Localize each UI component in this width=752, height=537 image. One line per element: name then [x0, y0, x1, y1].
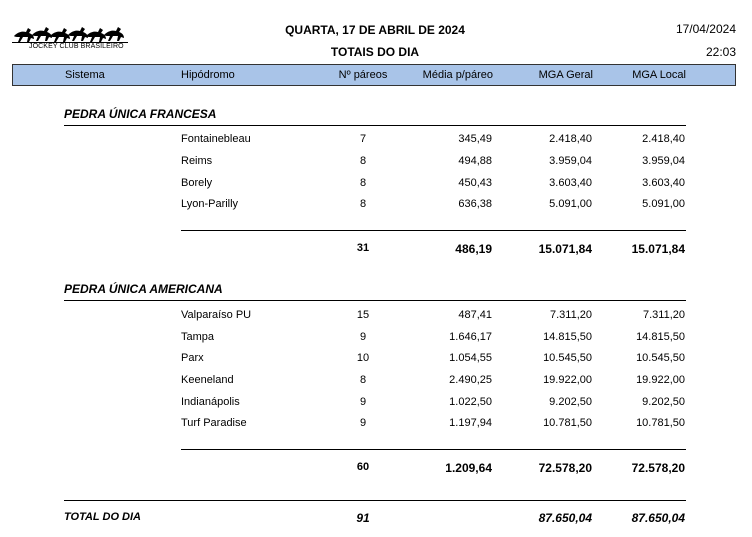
mga-local-cell: 10.545,50 [636, 352, 685, 364]
hipodromo-cell: Reims [181, 155, 213, 167]
hipodromo-cell: Lyon-Parilly [181, 198, 239, 210]
total-divider [64, 500, 686, 501]
subtotal-pareos: 60 [356, 461, 370, 473]
hipodromo-cell: Fontainebleau [181, 133, 251, 145]
hipodromo-cell: Parx [181, 352, 204, 364]
hipodromo-cell: Turf Paradise [181, 417, 247, 429]
mga-local-cell: 2.418,40 [642, 133, 685, 145]
subtotal-pareos: 31 [356, 242, 370, 254]
total-label: TOTAL DO DIA [64, 511, 141, 523]
col-mga-geral: MGA Geral [538, 69, 593, 81]
mga-local-cell: 19.922,00 [636, 374, 685, 386]
total-pareos: 91 [356, 511, 370, 525]
col-mga-local: MGA Local [632, 69, 686, 81]
brand-name: JOCKEY CLUB BRASILEIRO [29, 43, 124, 50]
subtotal-mga-local: 72.578,20 [631, 461, 685, 475]
media-cell: 494,88 [458, 155, 492, 167]
media-cell: 636,38 [458, 198, 492, 210]
media-cell: 345,49 [458, 133, 492, 145]
pareos-cell: 8 [359, 177, 367, 189]
section-divider [64, 125, 686, 126]
pareos-cell: 9 [359, 331, 367, 343]
hipodromo-cell: Tampa [181, 331, 215, 343]
subtotal-mga-geral: 72.578,20 [538, 461, 592, 475]
hipodromo-cell: Borely [181, 177, 213, 189]
mga-geral-cell: 14.815,50 [543, 331, 592, 343]
mga-local-cell: 7.311,20 [642, 309, 685, 321]
subtotal-divider [181, 230, 686, 231]
subtotal-divider [181, 449, 686, 450]
col-pareos: Nº páreos [338, 69, 388, 81]
mga-geral-cell: 5.091,00 [549, 198, 592, 210]
pareos-cell: 15 [356, 309, 370, 321]
media-cell: 2.490,25 [449, 374, 492, 386]
pareos-cell: 9 [359, 396, 367, 408]
subtotal-mga-geral: 15.071,84 [538, 242, 592, 256]
mga-geral-cell: 3.603,40 [549, 177, 592, 189]
subtotal-mga-local: 15.071,84 [631, 242, 685, 256]
jockey-club-logo [12, 22, 130, 56]
section-title: PEDRA ÚNICA AMERICANA [64, 282, 223, 296]
subtotal-media: 1.209,64 [445, 461, 492, 475]
hipodromo-cell: Indianápolis [181, 396, 240, 408]
mga-local-cell: 9.202,50 [642, 396, 685, 408]
mga-local-cell: 3.959,04 [642, 155, 685, 167]
col-hipodromo: Hipódromo [181, 69, 235, 81]
mga-geral-cell: 9.202,50 [549, 396, 592, 408]
report-date: 17/04/2024 [675, 22, 736, 36]
report-title: QUARTA, 17 DE ABRIL DE 2024 [285, 23, 465, 37]
hipodromo-cell: Keeneland [181, 374, 234, 386]
pareos-cell: 10 [356, 352, 370, 364]
col-sistema: Sistema [65, 69, 105, 81]
subtotal-media: 486,19 [455, 242, 492, 256]
section-title: PEDRA ÚNICA FRANCESA [64, 107, 217, 121]
media-cell: 1.054,55 [449, 352, 492, 364]
section-divider [64, 300, 686, 301]
mga-local-cell: 3.603,40 [642, 177, 685, 189]
mga-geral-cell: 7.311,20 [549, 309, 592, 321]
report-subtitle: TOTAIS DO DIA [330, 45, 420, 59]
media-cell: 450,43 [458, 177, 492, 189]
pareos-cell: 8 [359, 155, 367, 167]
pareos-cell: 8 [359, 198, 367, 210]
mga-geral-cell: 3.959,04 [549, 155, 592, 167]
hipodromo-cell: Valparaíso PU [181, 309, 252, 321]
total-mga-geral: 87.650,04 [538, 511, 592, 525]
pareos-cell: 8 [359, 374, 367, 386]
mga-geral-cell: 10.781,50 [543, 417, 592, 429]
media-cell: 1.022,50 [449, 396, 492, 408]
mga-geral-cell: 19.922,00 [543, 374, 592, 386]
col-media: Média p/páreo [422, 69, 493, 81]
media-cell: 1.646,17 [449, 331, 492, 343]
media-cell: 1.197,94 [449, 417, 492, 429]
report-time: 22:03 [705, 45, 736, 59]
pareos-cell: 9 [359, 417, 367, 429]
column-header-bar [12, 64, 736, 86]
mga-geral-cell: 10.545,50 [543, 352, 592, 364]
total-mga-local: 87.650,04 [631, 511, 685, 525]
mga-local-cell: 14.815,50 [636, 331, 685, 343]
media-cell: 487,41 [458, 309, 492, 321]
pareos-cell: 7 [359, 133, 367, 145]
mga-geral-cell: 2.418,40 [549, 133, 592, 145]
mga-local-cell: 5.091,00 [642, 198, 685, 210]
mga-local-cell: 10.781,50 [636, 417, 685, 429]
horses-silhouette-icon [12, 22, 130, 44]
